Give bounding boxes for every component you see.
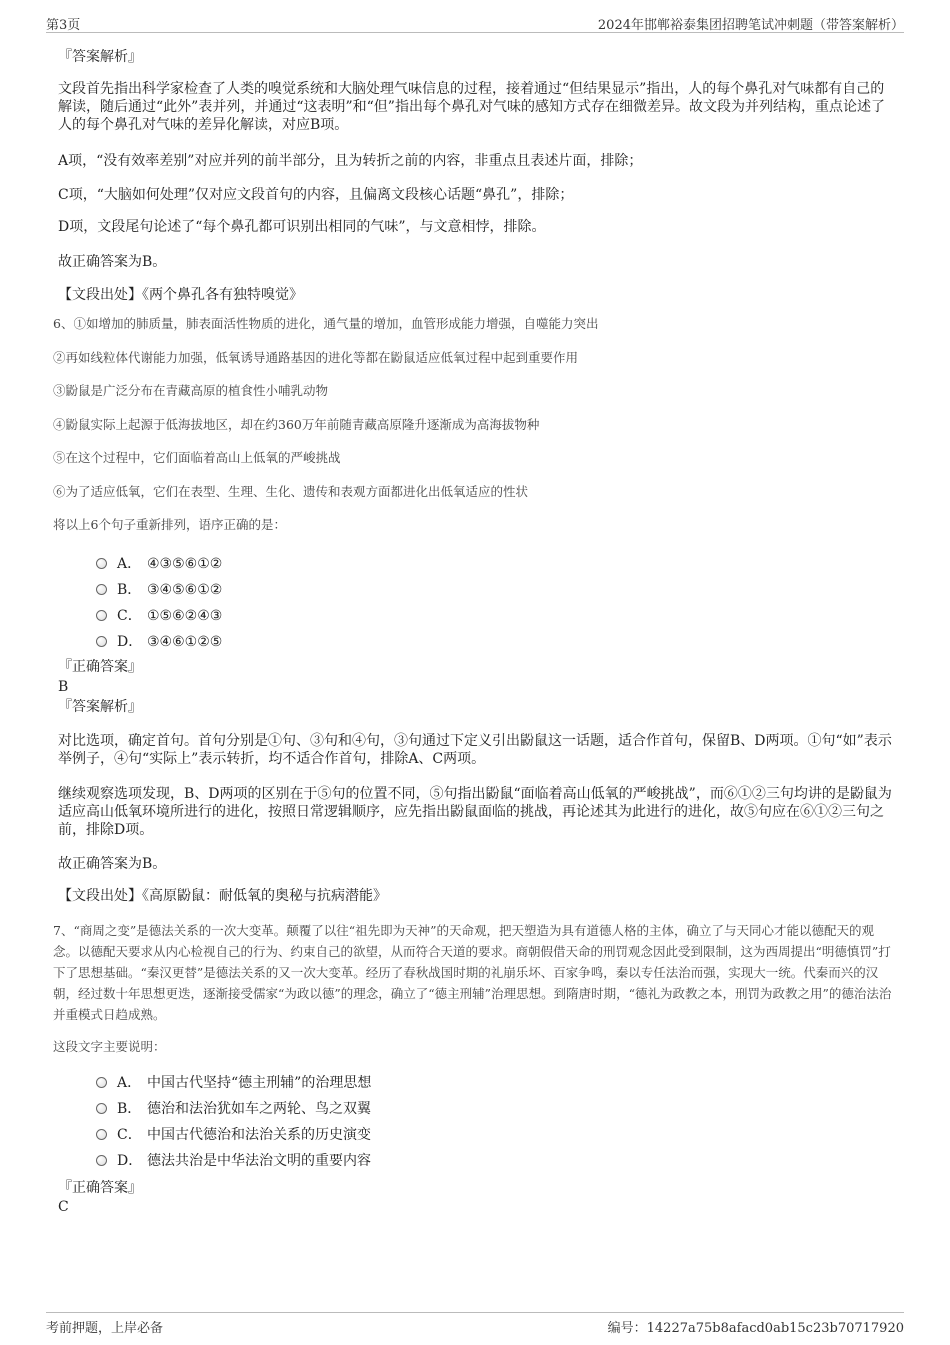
page-header (46, 12, 904, 33)
radio-icon[interactable] (96, 558, 107, 569)
option-letter: A． (117, 556, 142, 572)
question-sentence: ②再如线粒体代谢能力加强，低氧诱导通路基因的进化等都在鼢鼠适应低氧过程中起到重要作用 (53, 350, 579, 365)
option-a[interactable] (96, 1072, 371, 1092)
question-sentence: 6、①如增加的肺质量，肺表面活性物质的进化，通气量的增加，血管形成能力增强，自噬能力突出 (53, 316, 599, 331)
option-letter: C． (117, 608, 142, 624)
option-a[interactable] (96, 553, 222, 573)
analysis-paragraph: A项，“没有效率差别”对应并列的前半部分，且为转折之前的内容，非重点且表述片面，排除； (58, 153, 643, 169)
radio-icon[interactable] (96, 636, 107, 647)
analysis-paragraph: D项，文段尾句论述了“每个鼻孔都可识别出相同的气味”，与文意相悖，排除。 (58, 219, 546, 235)
analysis-paragraph: C项，“大脑如何处理”仅对应文段首句的内容，且偏离文段核心话题“鼻孔”，排除； (58, 187, 574, 203)
question-sentence: ④鼢鼠实际上起源于低海拔地区，却在约360万年前随青藏高原隆升逐渐成为高海拔物种 (53, 417, 540, 432)
option-text: ③④⑤⑥①② (147, 582, 223, 598)
option-c[interactable] (96, 1124, 371, 1144)
option-text: 中国古代德治和法治关系的历史演变 (147, 1127, 371, 1143)
radio-icon[interactable] (96, 584, 107, 595)
question-prompt: 这段文字主要说明： (53, 1039, 166, 1054)
correct-answer: C (58, 1199, 69, 1215)
option-c[interactable] (96, 605, 222, 625)
option-text: 中国古代坚持“德主刑辅”的治理思想 (147, 1075, 372, 1091)
radio-icon[interactable] (96, 610, 107, 621)
footer-slogan: 考前押题，上岸必备 (46, 1321, 164, 1336)
option-text: 德法共治是中华法治文明的重要内容 (147, 1153, 371, 1169)
source-citation: 【文段出处】《两个鼻孔各有独特嗅觉》 (58, 287, 303, 303)
option-text: 德治和法治犹如车之两轮、鸟之双翼 (147, 1101, 371, 1117)
option-d[interactable] (96, 631, 222, 651)
analysis-heading: 『答案解析』 (58, 49, 142, 65)
correct-answer: B (58, 679, 69, 695)
radio-icon[interactable] (96, 1155, 107, 1166)
conclusion-text: 故正确答案为B。 (58, 856, 167, 872)
document-title: 2024年邯郸裕泰集团招聘笔试冲刺题（带答案解析） (597, 18, 904, 33)
option-letter: B． (117, 582, 142, 598)
radio-icon[interactable] (96, 1077, 107, 1088)
option-text: ①⑤⑥②④③ (147, 608, 223, 624)
question-prompt: 将以上6个句子重新排列，语序正确的是： (53, 517, 286, 532)
source-citation: 【文段出处】《高原鼢鼠：耐低氧的奥秘与抗病潜能》 (58, 888, 387, 904)
answer-heading: 『正确答案』 (58, 1180, 142, 1196)
option-letter: A． (117, 1075, 142, 1091)
radio-icon[interactable] (96, 1129, 107, 1140)
analysis-paragraph: 继续观察选项发现，B、D两项的区别在于⑤句的位置不同，⑤句指出鼢鼠“面临着高山低氧的严峻挑战”，而⑥①②三句均讲的是鼢鼠为适应高山低氧环境所进行的进化，按照日常逻辑顺序，应先指出鼢鼠面临的挑战，再论述其为此进行的进化，故⑤句应在⑥①②三句之前，排除D项。 (58, 786, 892, 838)
question-sentence: ③鼢鼠是广泛分布在青藏高原的植食性小哺乳动物 (53, 383, 329, 398)
document-id: 编号：14227a75b8afacd0ab15c23b70717920 (607, 1321, 904, 1336)
analysis-paragraph: 文段首先指出科学家检查了人类的嗅觉系统和大脑处理气味信息的过程，接着通过“但结果显示”指出，人的每个鼻孔对气味都有自己的解读，随后通过“此外”表并列，并通过“这表明”和“但”指出每个鼻孔对气味的感知方式存在细微差异。故文段为并列结构，重点论述了人的每个鼻孔对气味的差异化解读，对应B项。 (58, 81, 885, 133)
option-b[interactable] (96, 579, 222, 599)
option-d[interactable] (96, 1150, 371, 1170)
analysis-heading: 『答案解析』 (58, 699, 142, 715)
page-number: 第3页 (46, 18, 81, 33)
question-stem: 7、“商周之变”是德法关系的一次大变革。颠覆了以往“祖先即为天神”的天命观，把天塑造为具有道德人格的主体，确立了与天同心才能以德配天的观念。以德配天要求从内心检视自己的行为、约束自己的欲望，从而符合天道的要求。商朝假借天命的刑罚观念因此受到限制，这为西周提出“明德慎罚”打下了思想基础。“秦汉更替”是德法关系的又一次大变革。经历了春秋战国时期的礼崩乐坏、百家争鸣，秦以专任法治而强，实现大一统。代秦而兴的汉朝，经过数十年思想更迭，逐渐接受儒家“为政以德”的理念，确立了“德主刑辅”治理思想。到隋唐时期，“德礼为政教之本，刑罚为政教之用”的德治法治并重模式日趋成熟。 (53, 923, 892, 1022)
option-letter: C． (117, 1127, 142, 1143)
analysis-paragraph: 对比选项，确定首句。首句分别是①句、③句和④句，③句通过下定义引出鼢鼠这一话题，适合作首句，保留B、D两项。①句“如”表示举例子，④句“实际上”表示转折，均不适合作首句，排除A、C两项。 (58, 733, 892, 767)
question-sentence: ⑤在这个过程中，它们面临着高山上低氧的严峻挑战 (53, 450, 341, 465)
question-sentence: ⑥为了适应低氧，它们在表型、生理、生化、遗传和表观方面都进化出低氧适应的性状 (53, 484, 529, 499)
option-text: ③④⑥①②⑤ (147, 634, 223, 650)
radio-icon[interactable] (96, 1103, 107, 1114)
option-letter: B． (117, 1101, 142, 1117)
page-footer (46, 1312, 904, 1337)
option-letter: D． (117, 1153, 143, 1169)
conclusion-text: 故正确答案为B。 (58, 254, 167, 270)
answer-heading: 『正确答案』 (58, 659, 142, 675)
option-text: ④③⑤⑥①② (147, 556, 223, 572)
option-letter: D． (117, 634, 143, 650)
option-b[interactable] (96, 1098, 371, 1118)
